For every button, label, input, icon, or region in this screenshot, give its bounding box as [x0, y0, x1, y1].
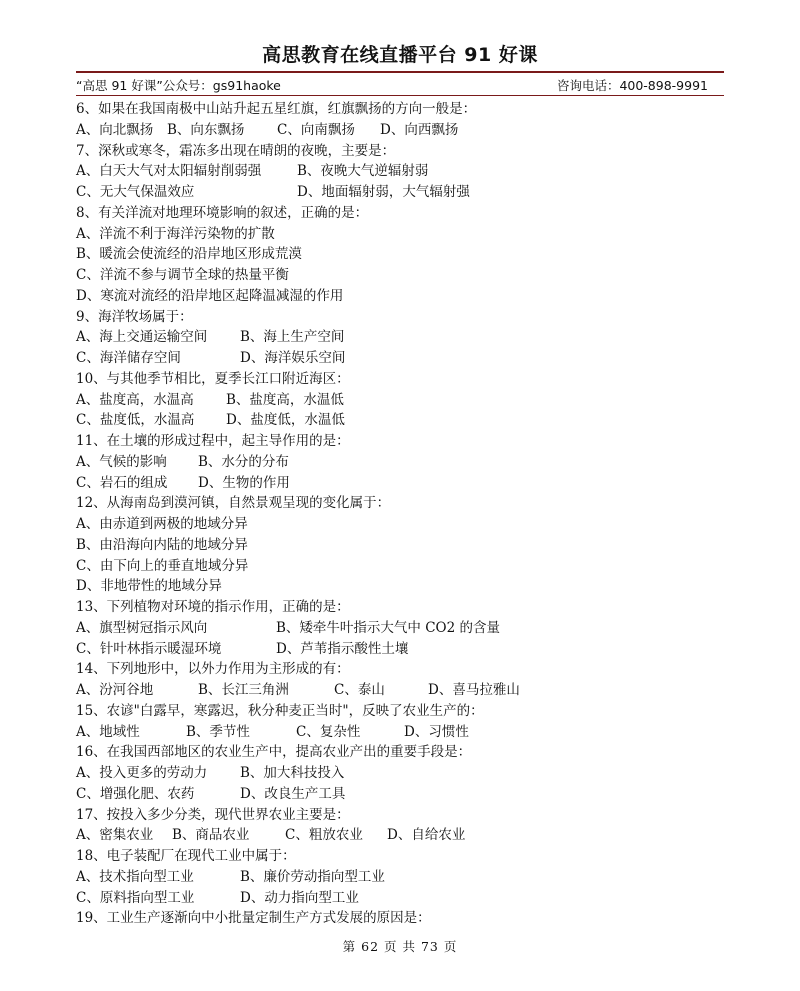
text-line: 14、下列地形中，以外力作用为主形成的有：	[76, 661, 350, 678]
text-line: 11、在土壤的形成过程中，起主导作用的是：	[76, 433, 350, 449]
option: A、投入更多的劳动力	[76, 765, 208, 781]
option: A、向北飘扬	[76, 121, 154, 138]
text-line: D、寒流对流经的沿岸地区起降温减湿的作用	[76, 287, 344, 304]
option: D、生物的作用	[198, 474, 290, 491]
page-number: 第 62 页 共 73 页	[342, 939, 458, 954]
text-line: 9、海洋牧场属于：	[76, 308, 193, 325]
option: B、商品农业	[172, 827, 250, 844]
text-line: 18、电子装配厂在现代工业中属于：	[76, 848, 296, 864]
options-line	[76, 763, 726, 784]
option: B、矮牵牛叶指示大气中 CO2 的含量	[276, 619, 500, 636]
wechat-account: “高思 91 好课”公众号：gs91haoke	[76, 78, 281, 93]
options-line	[76, 825, 726, 846]
option: A、白天大气对太阳辐射削弱强	[76, 163, 262, 180]
hotline: 咨询电话：400-898-9991	[556, 78, 708, 93]
question-list	[76, 99, 726, 929]
text-line: C、洋流不参与调节全球的热量平衡	[76, 267, 289, 283]
option: D、海洋娱乐空间	[240, 350, 346, 366]
option: D、地面辐射弱，大气辐射强	[297, 184, 470, 200]
text-line: A、由赤道到两极的地域分异	[76, 516, 248, 532]
option: B、海上生产空间	[240, 329, 345, 346]
option: B、加大科技投入	[240, 765, 345, 781]
option: A、汾河谷地	[76, 682, 154, 698]
options-line	[76, 867, 726, 888]
header-rule-bottom	[76, 95, 724, 96]
options-line	[76, 161, 726, 182]
option: C、盐度低，水温高	[76, 412, 195, 429]
option: B、廉价劳动指向型工业	[240, 868, 385, 885]
text-line: 7、深秋或寒冬，霜冻多出现在晴朗的夜晚，主要是：	[76, 142, 396, 159]
option: C、岩石的组成	[76, 474, 168, 491]
option: C、针叶林指示暖湿环境	[76, 640, 222, 657]
options-line	[76, 473, 726, 494]
text-line: 6、如果在我国南极中山站升起五星红旗，红旗飘扬的方向一般是：	[76, 101, 477, 117]
options-line	[76, 390, 726, 411]
options-line	[76, 680, 726, 701]
options-line	[76, 784, 726, 805]
option: A、旗型树冠指示风向	[76, 619, 208, 636]
text-line: 8、有关洋流对地理环境影响的叙述，正确的是：	[76, 204, 369, 221]
option: B、盐度高，水温低	[226, 391, 344, 408]
option: B、长江三角洲	[198, 682, 289, 698]
header-subline	[76, 76, 708, 96]
options-line	[76, 327, 726, 348]
option: D、习惯性	[404, 723, 469, 740]
text-line: 16、在我国西部地区的农业生产中，提高农业产出的重要手段是：	[76, 744, 472, 761]
option: B、向东飘扬	[167, 121, 245, 138]
text-line: 12、从海南岛到漠河镇，自然景观呈现的变化属于：	[76, 495, 391, 512]
option: C、无大气保温效应	[76, 184, 195, 200]
option: C、向南飘扬	[277, 121, 355, 138]
option: D、动力指向型工业	[240, 889, 359, 906]
option: D、芦苇指示酸性土壤	[276, 640, 409, 657]
text-line: D、非地带性的地域分异	[76, 578, 222, 595]
text-line: A、洋流不利于海洋污染物的扩散	[76, 225, 275, 242]
text-line: B、由沿海向内陆的地域分异	[76, 536, 248, 553]
option: B、水分的分布	[198, 453, 289, 470]
text-line: 13、下列植物对环境的指示作用，正确的是：	[76, 599, 350, 615]
option: C、复杂性	[296, 723, 361, 740]
option: B、夜晚大气逆辐射弱	[297, 163, 429, 180]
options-line	[76, 452, 726, 473]
option: B、季节性	[186, 723, 250, 740]
text-line: 17、按投入多少分类，现代世界农业主要是：	[76, 806, 350, 823]
options-line	[76, 639, 726, 660]
option: A、海上交通运输空间	[76, 329, 208, 346]
options-line	[76, 722, 726, 743]
options-line	[76, 120, 726, 141]
options-line	[76, 410, 726, 431]
option: A、盐度高，水温高	[76, 391, 194, 408]
option: C、海洋储存空间	[76, 350, 181, 366]
options-line	[76, 618, 726, 639]
option: C、粗放农业	[285, 827, 363, 844]
option: D、盐度低，水温低	[226, 412, 345, 429]
option: A、密集农业	[76, 827, 154, 844]
text-line: 10、与其他季节相比，夏季长江口附近海区：	[76, 370, 350, 387]
platform-title: 高思教育在线直播平台 91 好课	[262, 44, 538, 66]
option: C、增强化肥、农药	[76, 785, 195, 802]
option: A、气候的影响	[76, 453, 167, 470]
text-line: 19、工业生产逐渐向中小批量定制生产方式发展的原因是：	[76, 910, 431, 927]
text-line: 15、农谚"白露早，寒露迟，秋分种麦正当时"，反映了农业生产的：	[76, 702, 484, 719]
text-line: B、暖流会使流经的沿岸地区形成荒漠	[76, 246, 302, 263]
option: A、技术指向型工业	[76, 868, 194, 885]
option: D、自给农业	[387, 827, 466, 844]
option: C、泰山	[334, 682, 385, 698]
option: C、原料指向型工业	[76, 889, 195, 906]
options-line	[76, 348, 726, 369]
options-line	[76, 888, 726, 909]
option: D、改良生产工具	[240, 785, 346, 802]
text-line: C、由下向上的垂直地域分异	[76, 557, 249, 574]
option: D、喜马拉雅山	[428, 682, 520, 698]
options-line	[76, 182, 726, 203]
option: D、向西飘扬	[380, 121, 459, 138]
header-rule-top	[76, 71, 724, 73]
option: A、地域性	[76, 723, 140, 740]
